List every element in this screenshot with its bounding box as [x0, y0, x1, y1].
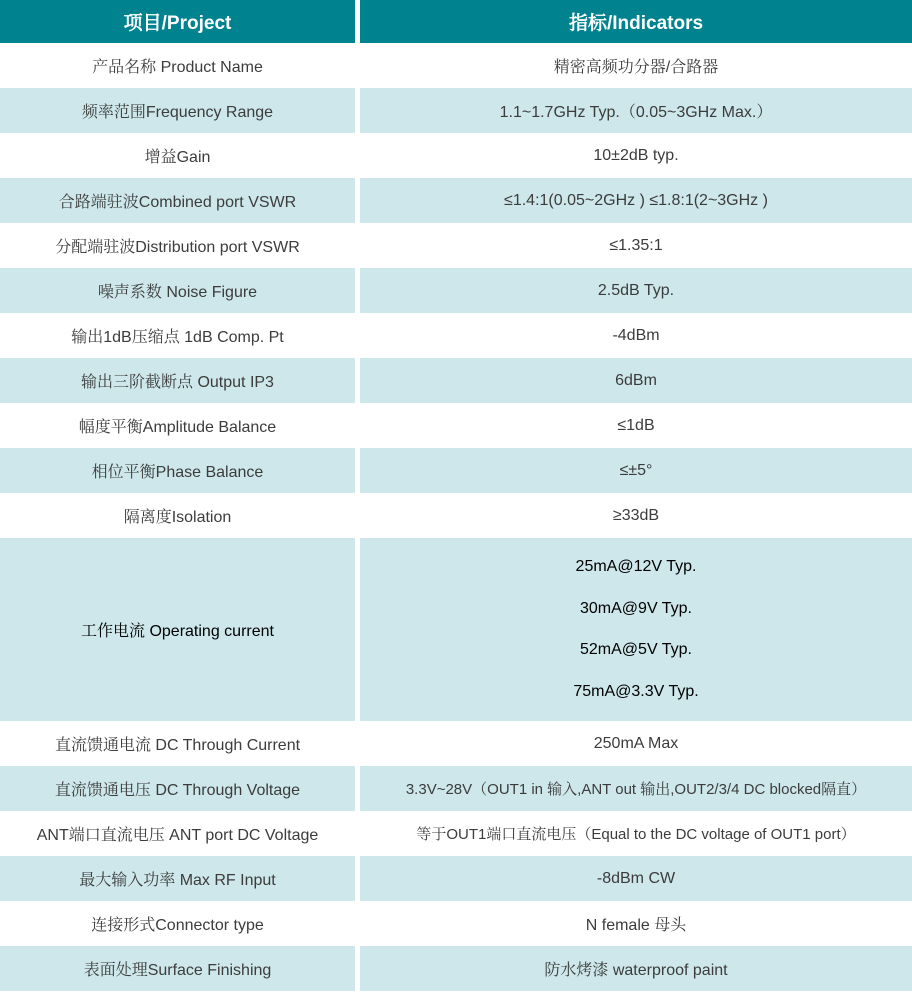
indicator-cell: 等于OUT1端口直流电压（Equal to the DC voltage of OUT1 port） — [360, 811, 912, 856]
project-cell: 连接形式Connector type — [0, 901, 355, 946]
header-cell-indicators: 指标/Indicators — [360, 0, 912, 43]
project-cell: 直流馈通电流 DC Through Current — [0, 721, 355, 766]
project-cell: 分配端驻波Distribution port VSWR — [0, 223, 355, 268]
indicator-cell: ≤1dB — [360, 403, 912, 448]
indicator-cell: 防水烤漆 waterproof paint — [360, 946, 912, 991]
row-dc-through-voltage — [0, 766, 912, 811]
operating-current-line: 52mA@5V Typ. — [580, 641, 692, 659]
row-operating-current — [0, 538, 912, 721]
project-cell: 频率范围Frequency Range — [0, 88, 355, 133]
project-cell: 合路端驻波Combined port VSWR — [0, 178, 355, 223]
project-cell: 直流馈通电压 DC Through Voltage — [0, 766, 355, 811]
row-amplitude-balance — [0, 403, 912, 448]
indicator-cell: ≤1.4:1(0.05~2GHz ) ≤1.8:1(2~3GHz ) — [360, 178, 912, 223]
row-surface-finishing — [0, 946, 912, 991]
project-cell: 表面处理Surface Finishing — [0, 946, 355, 991]
project-cell: ANT端口直流电压 ANT port DC Voltage — [0, 811, 355, 856]
indicator-cell: N female 母头 — [360, 901, 912, 946]
indicator-cell: 3.3V~28V（OUT1 in 输入,ANT out 输出,OUT2/3/4 DC blocked隔直） — [360, 766, 912, 811]
table-header-row — [0, 0, 912, 43]
row-frequency-range — [0, 88, 912, 133]
row-max-rf-input — [0, 856, 912, 901]
operating-current-line: 25mA@12V Typ. — [575, 557, 697, 575]
header-cell-project: 项目/Project — [0, 0, 355, 43]
indicator-cell: 10±2dB typ. — [360, 133, 912, 178]
row-combined-port-vswr — [0, 178, 912, 223]
project-cell: 输出三阶截断点 Output IP3 — [0, 358, 355, 403]
row-1db-compression-point — [0, 313, 912, 358]
indicator-cell: 6dBm — [360, 358, 912, 403]
indicator-cell: -4dBm — [360, 313, 912, 358]
project-cell: 幅度平衡Amplitude Balance — [0, 403, 355, 448]
project-cell: 产品名称 Product Name — [0, 43, 355, 88]
indicator-cell: ≤1.35:1 — [360, 223, 912, 268]
indicator-cell: -8dBm CW — [360, 856, 912, 901]
row-product-name — [0, 43, 912, 88]
indicator-cell: 250mA Max — [360, 721, 912, 766]
indicator-cell — [360, 538, 912, 721]
indicator-cell: ≤±5° — [360, 448, 912, 493]
project-cell: 隔离度Isolation — [0, 493, 355, 538]
indicator-cell: 1.1~1.7GHz Typ.（0.05~3GHz Max.） — [360, 88, 912, 133]
project-cell: 增益Gain — [0, 133, 355, 178]
operating-current-line: 75mA@3.3V Typ. — [573, 683, 699, 701]
operating-current-line: 30mA@9V Typ. — [580, 599, 692, 617]
project-cell: 噪声系数 Noise Figure — [0, 268, 355, 313]
project-cell: 工作电流 Operating current — [0, 538, 355, 721]
project-cell: 相位平衡Phase Balance — [0, 448, 355, 493]
row-ant-port-dc-voltage — [0, 811, 912, 856]
project-cell: 输出1dB压缩点 1dB Comp. Pt — [0, 313, 355, 358]
row-output-ip3 — [0, 358, 912, 403]
row-dc-through-current — [0, 721, 912, 766]
project-cell: 最大输入功率 Max RF Input — [0, 856, 355, 901]
row-gain — [0, 133, 912, 178]
indicator-cell: 2.5dB Typ. — [360, 268, 912, 313]
row-distribution-port-vswr — [0, 223, 912, 268]
row-noise-figure — [0, 268, 912, 313]
row-phase-balance — [0, 448, 912, 493]
row-connector-type — [0, 901, 912, 946]
indicator-cell: ≥33dB — [360, 493, 912, 538]
indicator-cell: 精密高频功分器/合路器 — [360, 43, 912, 88]
row-isolation — [0, 493, 912, 538]
